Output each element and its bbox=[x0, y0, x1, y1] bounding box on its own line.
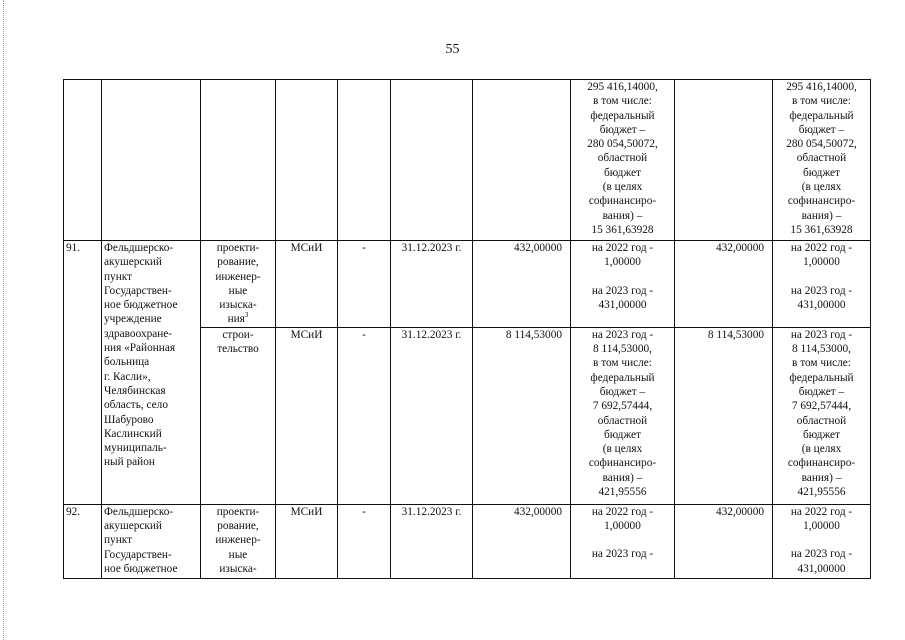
text-line: Государствен- bbox=[104, 548, 172, 561]
funding-total-text bbox=[775, 328, 868, 500]
text-line: 431,00000 bbox=[797, 298, 846, 311]
cell-cost: 432,00000 bbox=[473, 504, 571, 578]
text-line: ния «Районная bbox=[104, 342, 176, 355]
text-line: инженер- bbox=[215, 270, 261, 283]
cell-funding-total bbox=[773, 80, 871, 241]
funding-2022 bbox=[573, 505, 672, 534]
text-line: 295 416,14000, bbox=[786, 81, 857, 93]
text-line: ные bbox=[228, 284, 248, 297]
cell-date bbox=[391, 80, 473, 241]
text-line: бюджет – bbox=[599, 123, 646, 136]
cell-customer: МСиИ bbox=[276, 504, 338, 578]
cell-work bbox=[201, 80, 276, 241]
text-line: проекти- bbox=[216, 505, 260, 518]
text-line: 280 054,50072, bbox=[587, 138, 658, 151]
cell-funding-total bbox=[773, 504, 871, 578]
text-line: область, село bbox=[104, 399, 168, 412]
cell-funding bbox=[571, 504, 675, 578]
text-line: 1,00000 bbox=[604, 520, 641, 533]
text-line: больница bbox=[104, 356, 150, 369]
text-line: софинансиро- bbox=[787, 457, 856, 470]
cell-dash: - bbox=[338, 241, 391, 328]
cell-work bbox=[201, 241, 276, 328]
text-line: на 2023 год - bbox=[790, 284, 853, 297]
work-type bbox=[203, 505, 273, 576]
text-line: 15 361,63928 bbox=[790, 223, 853, 236]
text-line: 421,95556 bbox=[797, 486, 846, 499]
cell-funding bbox=[571, 241, 675, 328]
text-line: 8 114,53000, bbox=[792, 343, 851, 356]
text-line: учреждение bbox=[104, 313, 162, 326]
text-line: (в целях bbox=[801, 181, 842, 194]
text-line: Фельдшерско- bbox=[104, 242, 174, 254]
cell-object bbox=[102, 504, 201, 578]
cell-no bbox=[64, 80, 102, 241]
footnote-mark: 3 bbox=[244, 311, 249, 320]
text-line: ные bbox=[228, 548, 248, 561]
cell-no: 92. bbox=[64, 504, 102, 578]
text-line: на 2023 год - bbox=[591, 328, 654, 341]
cell-customer: МСиИ bbox=[276, 327, 338, 504]
funding-text bbox=[573, 328, 672, 500]
text-line: вания) – bbox=[801, 209, 842, 222]
text-line: 431,00000 bbox=[797, 562, 846, 575]
text-line: в том числе: bbox=[593, 357, 652, 370]
text-line: Шабурово bbox=[104, 413, 154, 426]
text-line: 431,00000 bbox=[598, 298, 647, 311]
text-line: софинансиро- bbox=[588, 195, 657, 208]
total-2023 bbox=[775, 547, 868, 576]
funding-total-text bbox=[775, 80, 868, 237]
cell-no: 91. bbox=[64, 241, 102, 505]
cell-date: 31.12.2023 г. bbox=[391, 327, 473, 504]
text-line: вания) – bbox=[801, 471, 842, 484]
cell-object bbox=[102, 80, 201, 241]
table-row-91-design bbox=[64, 241, 871, 328]
text-line: изыска- bbox=[219, 562, 257, 575]
total-2022 bbox=[775, 241, 868, 270]
text-line: на 2022 год - bbox=[591, 242, 654, 254]
text-line: акушерский bbox=[104, 256, 162, 269]
text-line: рование, bbox=[217, 256, 259, 269]
text-line: 7 692,57444, bbox=[791, 400, 852, 413]
cell-object bbox=[102, 241, 201, 505]
text-line: на 2022 год - bbox=[790, 242, 853, 254]
text-line: Фельдшерско- bbox=[104, 505, 174, 518]
text-line: здравоохране- bbox=[104, 327, 173, 340]
text-line: бюджет bbox=[604, 166, 641, 179]
total-2023 bbox=[775, 284, 868, 313]
text-line: муниципаль- bbox=[104, 442, 167, 455]
text-line: Каслинский bbox=[104, 427, 162, 440]
text-line: на 2023 год - bbox=[591, 284, 654, 297]
funding-2023 bbox=[573, 284, 672, 313]
text-line: пункт bbox=[104, 270, 133, 283]
text-line: на 2022 год - bbox=[790, 505, 853, 518]
table-row-92 bbox=[64, 504, 871, 578]
text-line: проекти- bbox=[216, 242, 260, 254]
cell-date: 31.12.2023 г. bbox=[391, 241, 473, 328]
text-line: ный район bbox=[104, 456, 155, 469]
text-line: инженер- bbox=[215, 534, 261, 547]
text-line: бюджет – bbox=[798, 385, 845, 398]
funding-2022 bbox=[573, 241, 672, 270]
text-line: федеральный bbox=[590, 109, 655, 122]
cell-limit: 432,00000 bbox=[675, 241, 773, 328]
funding-text bbox=[573, 80, 672, 237]
cell-customer bbox=[276, 80, 338, 241]
text-line: 421,95556 bbox=[598, 486, 647, 499]
text-line: 280 054,50072, bbox=[786, 138, 857, 151]
cell-cost: 8 114,53000 bbox=[473, 327, 571, 504]
cell-funding bbox=[571, 80, 675, 241]
cell-limit bbox=[675, 80, 773, 241]
text-line: рование, bbox=[217, 520, 259, 533]
text-line: на 2023 год - bbox=[790, 548, 853, 561]
text-line: областной bbox=[796, 152, 847, 165]
work-type-last-line: ния$^3$ bbox=[227, 311, 249, 326]
text-line: г. Касли», bbox=[104, 370, 151, 383]
text-line: бюджет bbox=[803, 428, 840, 441]
text-line: в том числе: bbox=[792, 95, 851, 108]
text-line: (в целях bbox=[602, 443, 643, 456]
text-line: областной bbox=[796, 414, 847, 427]
work-type bbox=[203, 241, 273, 312]
text-line: (в целях bbox=[801, 443, 842, 456]
text-line: федеральный bbox=[590, 371, 655, 384]
cell-cost bbox=[473, 80, 571, 241]
work-type bbox=[203, 328, 273, 357]
text-line: областной bbox=[597, 152, 648, 165]
text-line: федеральный bbox=[789, 371, 854, 384]
text-line: вания) – bbox=[602, 209, 643, 222]
cell-customer: МСиИ bbox=[276, 241, 338, 328]
text-line: областной bbox=[597, 414, 648, 427]
text-line: федеральный bbox=[789, 109, 854, 122]
text-line: в том числе: bbox=[593, 95, 652, 108]
text-line: Государствен- bbox=[104, 284, 172, 297]
text-line: 295 416,14000, bbox=[587, 81, 658, 93]
cell-cost: 432,00000 bbox=[473, 241, 571, 328]
cell-date: 31.12.2023 г. bbox=[391, 504, 473, 578]
text-line: софинансиро- bbox=[787, 195, 856, 208]
text-line: бюджет bbox=[604, 428, 641, 441]
table-row-continued bbox=[64, 80, 871, 241]
text-line: бюджет – bbox=[599, 385, 646, 398]
cell-funding bbox=[571, 327, 675, 504]
cell-work bbox=[201, 504, 276, 578]
cell-funding-total bbox=[773, 327, 871, 504]
page-number: 55 bbox=[445, 42, 460, 57]
text-line: пункт bbox=[104, 534, 133, 547]
cell-dash: - bbox=[338, 327, 391, 504]
objects-table bbox=[63, 79, 871, 579]
text-line: 8 114,53000, bbox=[593, 343, 652, 356]
text-line: бюджет – bbox=[798, 123, 845, 136]
text-line: ное бюджетное bbox=[104, 299, 178, 312]
text-line: 1,00000 bbox=[604, 256, 641, 269]
text-line: вания) – bbox=[602, 471, 643, 484]
text-line: 7 692,57444, bbox=[592, 400, 653, 413]
text-line: ное бюджетное bbox=[104, 562, 178, 575]
text-line: в том числе: bbox=[792, 357, 851, 370]
text-line: на 2022 год - bbox=[591, 505, 654, 518]
cell-work bbox=[201, 327, 276, 504]
left-edge-dotted-line bbox=[3, 0, 4, 640]
text-line: изыска- bbox=[219, 299, 257, 312]
object-name bbox=[104, 241, 198, 470]
text-line: Челябинская bbox=[104, 384, 166, 397]
object-name bbox=[104, 505, 198, 576]
cell-funding-total bbox=[773, 241, 871, 328]
text-line: софинансиро- bbox=[588, 457, 657, 470]
cell-limit: 8 114,53000 bbox=[675, 327, 773, 504]
total-2022 bbox=[775, 505, 868, 534]
funding-2023 bbox=[573, 547, 672, 561]
cell-limit: 432,00000 bbox=[675, 504, 773, 578]
text-line: на 2023 год - bbox=[591, 548, 654, 561]
text-line: на 2023 год - bbox=[790, 328, 853, 341]
cell-dash bbox=[338, 80, 391, 241]
text-line: 1,00000 bbox=[803, 520, 840, 533]
text-line: (в целях bbox=[602, 181, 643, 194]
text-line: акушерский bbox=[104, 520, 162, 533]
text-line: бюджет bbox=[803, 166, 840, 179]
text-line: тельство bbox=[217, 343, 259, 356]
text-line: 1,00000 bbox=[803, 256, 840, 269]
cell-dash: - bbox=[338, 504, 391, 578]
text-line: 15 361,63928 bbox=[591, 223, 654, 236]
text-line: строи- bbox=[222, 328, 254, 341]
